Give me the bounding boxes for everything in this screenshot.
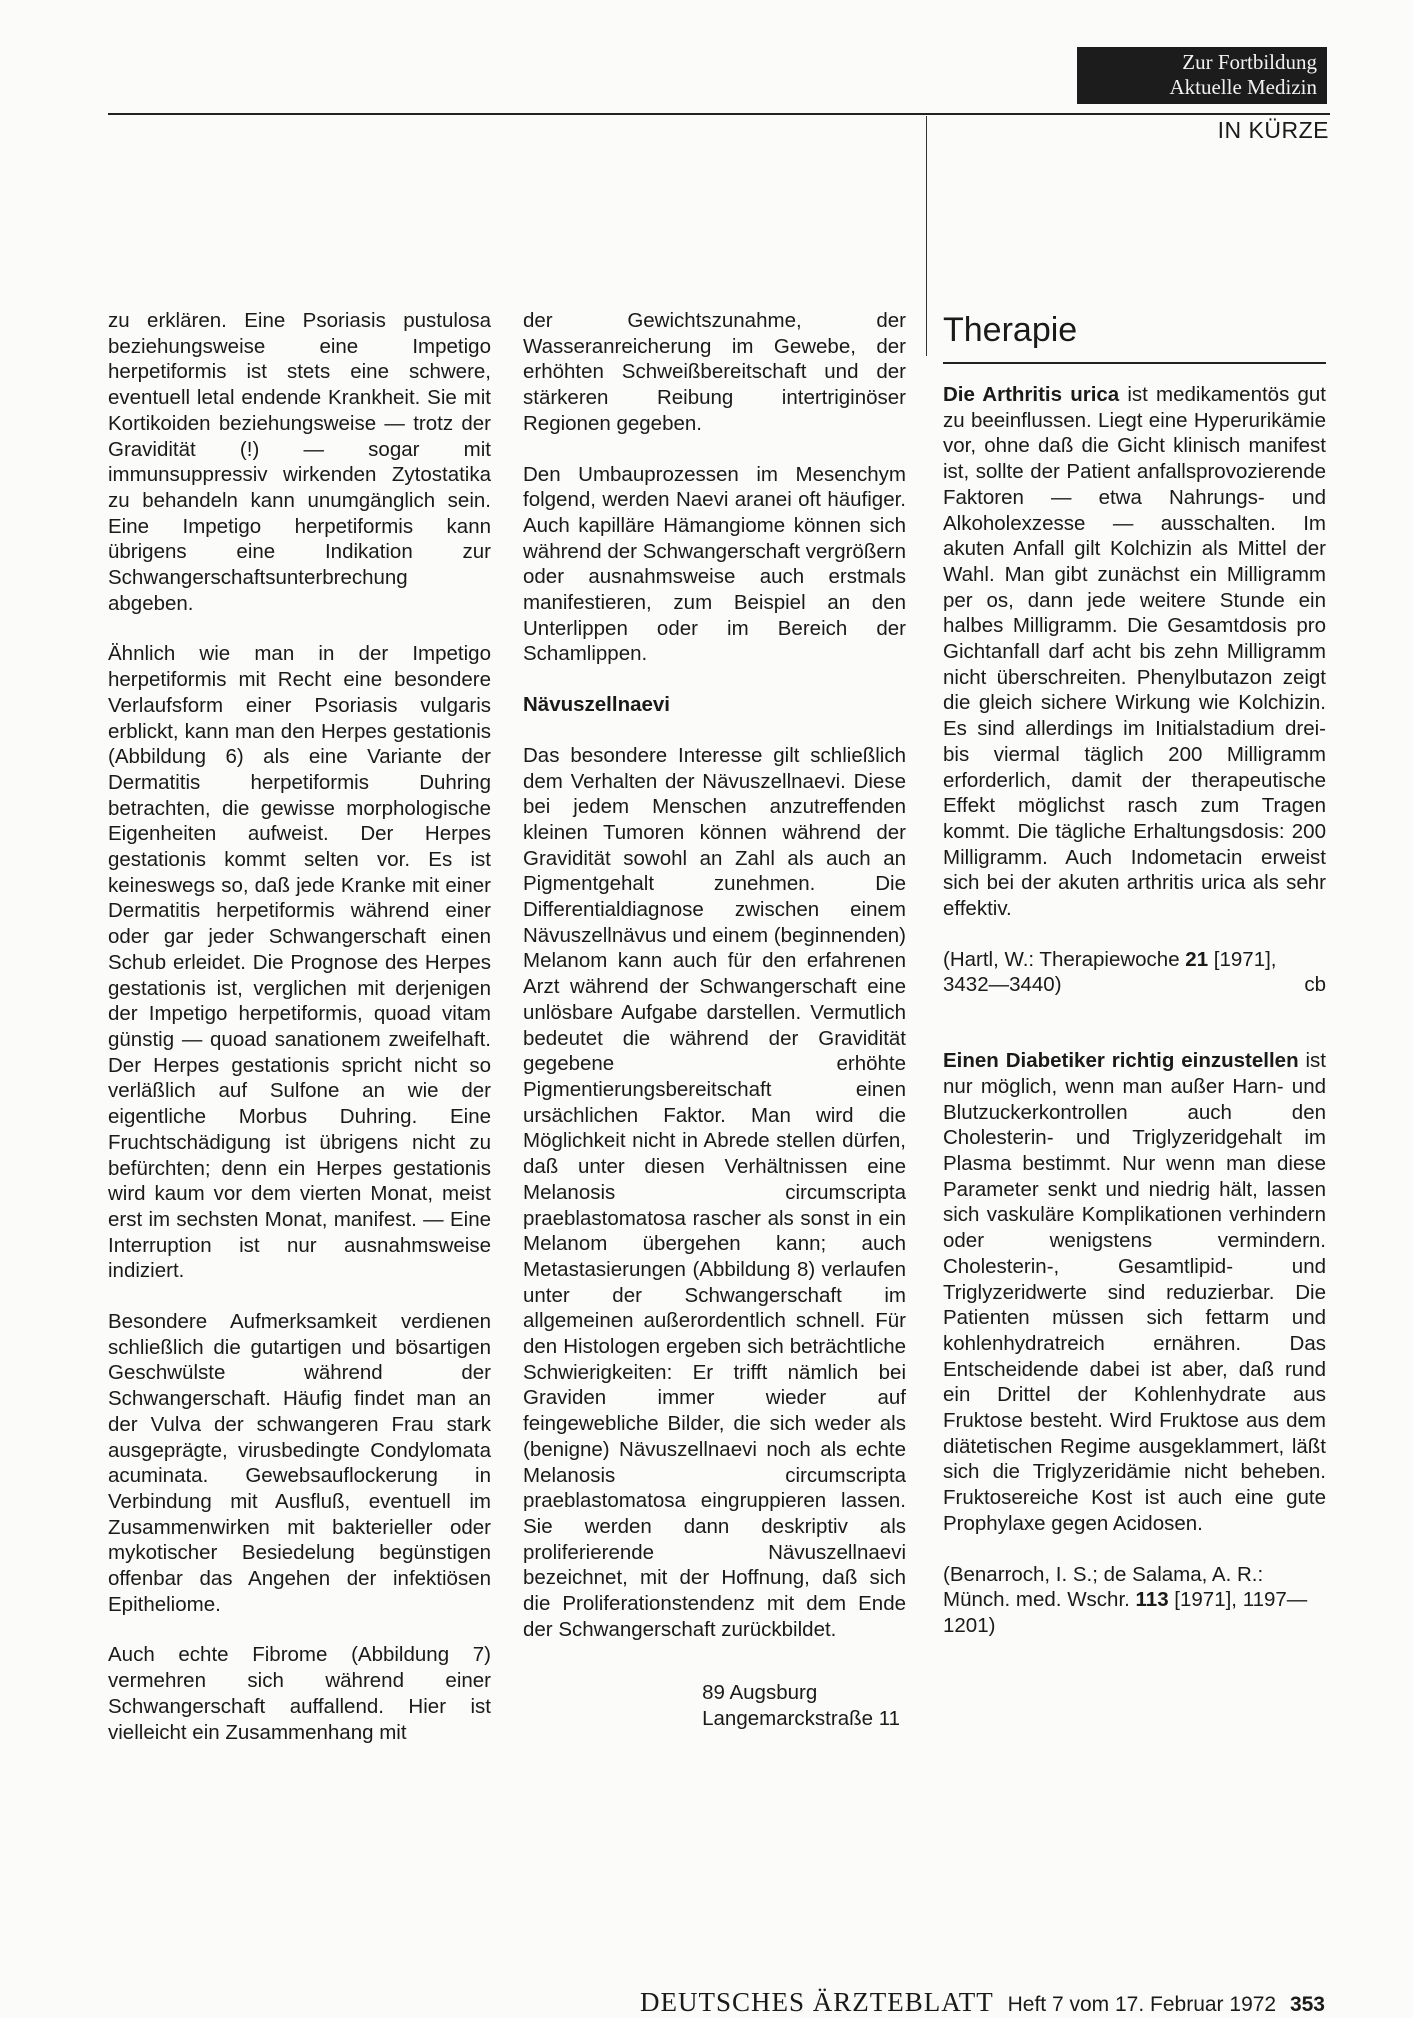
- article-arthritis: [943, 382, 1326, 922]
- column-divider: [926, 116, 927, 356]
- column-2: [523, 308, 906, 1732]
- reference-text: (Hartl, W.: Therapiewoche: [943, 947, 1186, 971]
- paragraph: Ähnlich wie man in der Impetigo herpetiformis mit Recht eine besondere Verlaufsform einer Psoriasis vulgaris erblickt, kann man den Herpes gestationis (Abbildung 6) als eine Variante der Dermatitis herpetiformis Duhring betrachten, die gewisse morphologische Eigenheiten aufweist. Der Herpes gestationis kommt selten vor. Es ist keineswegs so, daß jede Kranke mit einer Dermatitis herpetiformis während einer oder gar jeder Schwangerschaft einen Schub erleidet. Die Prognose des Herpes gestationis ist, verglichen mit derjenigen der Impetigo herpetiformis, quoad vitam günstig — quoad sanationem zweifelhaft. Der Herpes gestationis spricht nicht so verläßlich auf Sulfone an wie der eigentliche Morbus Duhring. Eine Fruchtschädigung ist übrigens nicht zu befürchten; denn ein Herpes gestationis wird kaum vor dem vierten Monat, meist erst im sechsten Monat, manifest. — Eine Interruption ist nur ausnahmsweise indiziert.: [108, 642, 491, 1283]
- top-rule: [108, 113, 1330, 115]
- paragraph: Besondere Aufmerksamkeit verdienen schließlich die gutartigen und bösartigen Geschwülste während der Schwangerschaft. Häufig findet man an der Vulva der schwangeren Frau stark ausgeprägte, virusbedingte Condylomata acuminata. Gewebsauflockerung in Verbindung mit Ausfluß, eventuell im Zusammenwirken mit bakterieller oder mykotischer Besiedelung begünstigen offenbar das Angehen der infektiösen Epitheliome.: [108, 1310, 491, 1616]
- article-body: ist medikamentös gut zu beeinflussen. Liegt eine Hyperurikämie vor, ohne daß die Gicht klinisch manifest ist, sollte der Patient anfallsprovozierende Faktoren — etwa Nahrungs- und Alkoholexzesse — ausschalten. Im akuten Anfall gilt Kolchizin als Mittel der Wahl. Man gibt zunächst ein Milligramm per os, dann jede weitere Stunde ein halbes Milligramm. Die Gesamtdosis pro Gichtanfall darf acht bis zehn Milligramm nicht überschreiten. Phenylbutazon zeigt die gleich sichere Wirkung wie Kolchizin. Es sind allerdings im Initialstadium drei- bis viermal täglich 200 Milligramm erforderlich, damit der therapeutische Effekt möglichst rasch zum Tragen kommt. Die tägliche Erhaltungsdosis: 200 Milligramm. Auch Indometacin erweist sich bei der akuten arthritis urica als sehr effektiv.: [943, 383, 1326, 921]
- paragraph: Den Umbauprozessen im Mesenchym folgend, werden Naevi aranei oft häufiger. Auch kapilläre Hämangiome können sich während der Schwangerschaft vergrößern oder ausnahmsweise auch erstmals manifestieren, zum Beispiel an den Unterlippen oder im Bereich der Schamlippen.: [523, 462, 906, 666]
- article-lead: Die Arthritis urica: [943, 383, 1120, 406]
- page-footer: [640, 1987, 1325, 2018]
- reference-volume: 21: [1185, 947, 1209, 971]
- subheading: Nävuszellnaevi: [523, 693, 670, 717]
- article-lead: Einen Diabetiker richtig einzustellen: [943, 1049, 1299, 1073]
- address-city: 89 Augsburg: [702, 1681, 818, 1705]
- author-address: [523, 1680, 906, 1731]
- reference-pages: 3432—3440): [943, 973, 1062, 997]
- issue-info: Heft 7 vom 17. Februar 1972: [1007, 1993, 1277, 2016]
- reference-year-pages: [1971], 1197—1201): [943, 1588, 1308, 1637]
- reference-author-initials: cb: [1304, 973, 1326, 997]
- column-3: [943, 308, 1326, 1664]
- paragraph: Das besondere Interesse gilt schließlich dem Verhalten der Nävuszellnaevi. Diese bei jedem Menschen anzutreffenden kleinen Tumoren können während der Gravidität sowohl an Zahl als auch an Pigmentgehalt zunehmen. Die Differentialdiagnose zwischen einem Nävuszellnävus und einem (beginnenden) Melanom kann auch für den erfahrenen Arzt während der Schwangerschaft eine unlösbare Aufgabe darstellen. Vermutlich bedeutet die während der Gravidität gegebene erhöhte Pigmentierungsbereitschaft einen ursächlichen Faktor. Man wird die Möglichkeit nicht in Abrede stellen dürfen, daß unter diesen Verhältnissen eine Melanosis circumscripta praeblastomatosa rascher als sonst in ein Melanom übergehen kann; auch Metastasierungen (Abbildung 8) verlaufen unter der Schwangerschaft im allgemeinen außerordentlich schnell. Für den Histologen ergeben sich beträchtliche Schwierigkeiten: Er trifft nämlich bei Graviden immer wieder auf feingewebliche Bilder, die sich weder als (benigne) Nävuszellnaevi noch als echte Melanosis circumscripta praeblastomatosa eingruppieren lassen. Sie werden dann deskriptiv als proliferierende Nävuszellnaevi bezeichnet, mit der Hoffnung, daß sich die Proliferationstendenz mit dem Ende der Schwangerschaft zurückbildet.: [523, 743, 906, 1641]
- paragraph: zu erklären. Eine Psoriasis pustulosa beziehungsweise eine Impetigo herpetiformis ist stets eine schwere, eventuell letal endende Krankheit. Sie mit Kortikoiden beziehungsweise — trotz der Gravidität (!) — sogar mit immunsuppressiv wirkenden Zytostatika zu behandeln kann unumgänglich sein. Eine Impetigo herpetiformis kann übrigens eine Indikation zur Schwangerschaftsunterbrechung abgeben.: [108, 309, 491, 615]
- paragraph: Auch echte Fibrome (Abbildung 7) vermehren sich während einer Schwangerschaft auffallend. Hier ist vielleicht ein Zusammenhang mit: [108, 1643, 491, 1744]
- journal-name: DEUTSCHES ÄRZTEBLATT: [640, 1987, 994, 2017]
- section-badge: [1077, 47, 1327, 104]
- reference-2: [943, 1562, 1326, 1639]
- column-1: [108, 308, 491, 1770]
- paragraph: der Gewichtszunahme, der Wasseranreicherung im Gewebe, der erhöhten Schweißbereitschaft und der stärkeren Reibung intertriginöser Regionen gegeben.: [523, 309, 906, 435]
- reference-text: (Benarroch, I. S.; de Salama, A. R.: Münch. med. Wschr.: [943, 1562, 1264, 1612]
- article-body: ist nur möglich, wenn man außer Harn- und Blutzuckerkontrollen auch den Cholesterin- und Triglyzeridgehalt im Plasma bestimmt. Nur wenn man diese Parameter senkt und niedrig hält, lassen sich vaskuläre Komplikationen verhindern oder wenigstens vermindern. Cholesterin-, Gesamtlipid- und Triglyzeridwerte sind reduzierbar. Die Patienten müssen sich fettarm und kohlenhydratreich ernähren. Das Entscheidende dabei ist aber, daß rund ein Drittel der Kohlenhydrate aus Fruktose besteht. Wird Fruktose aus dem diätetischen Regime ausgeklammert, läßt sich die Triglyzeridämie nicht beheben. Fruktosereiche Kost ist auch eine gute Prophylaxe gegen Acidosen.: [943, 1049, 1326, 1535]
- badge-line-2: Aktuelle Medizin: [1169, 75, 1317, 99]
- reference-1: [943, 947, 1326, 998]
- section-title: Therapie: [943, 310, 1326, 364]
- section-label: IN KÜRZE: [1217, 117, 1329, 143]
- reference-volume: 113: [1135, 1588, 1169, 1612]
- address-street: Langemarckstraße 11: [702, 1707, 900, 1731]
- reference-year: [1971],: [1208, 947, 1277, 971]
- article-diabetes: [943, 1048, 1326, 1536]
- page-number: 353: [1289, 1993, 1325, 2016]
- badge-line-1: Zur Fortbildung: [1182, 50, 1317, 74]
